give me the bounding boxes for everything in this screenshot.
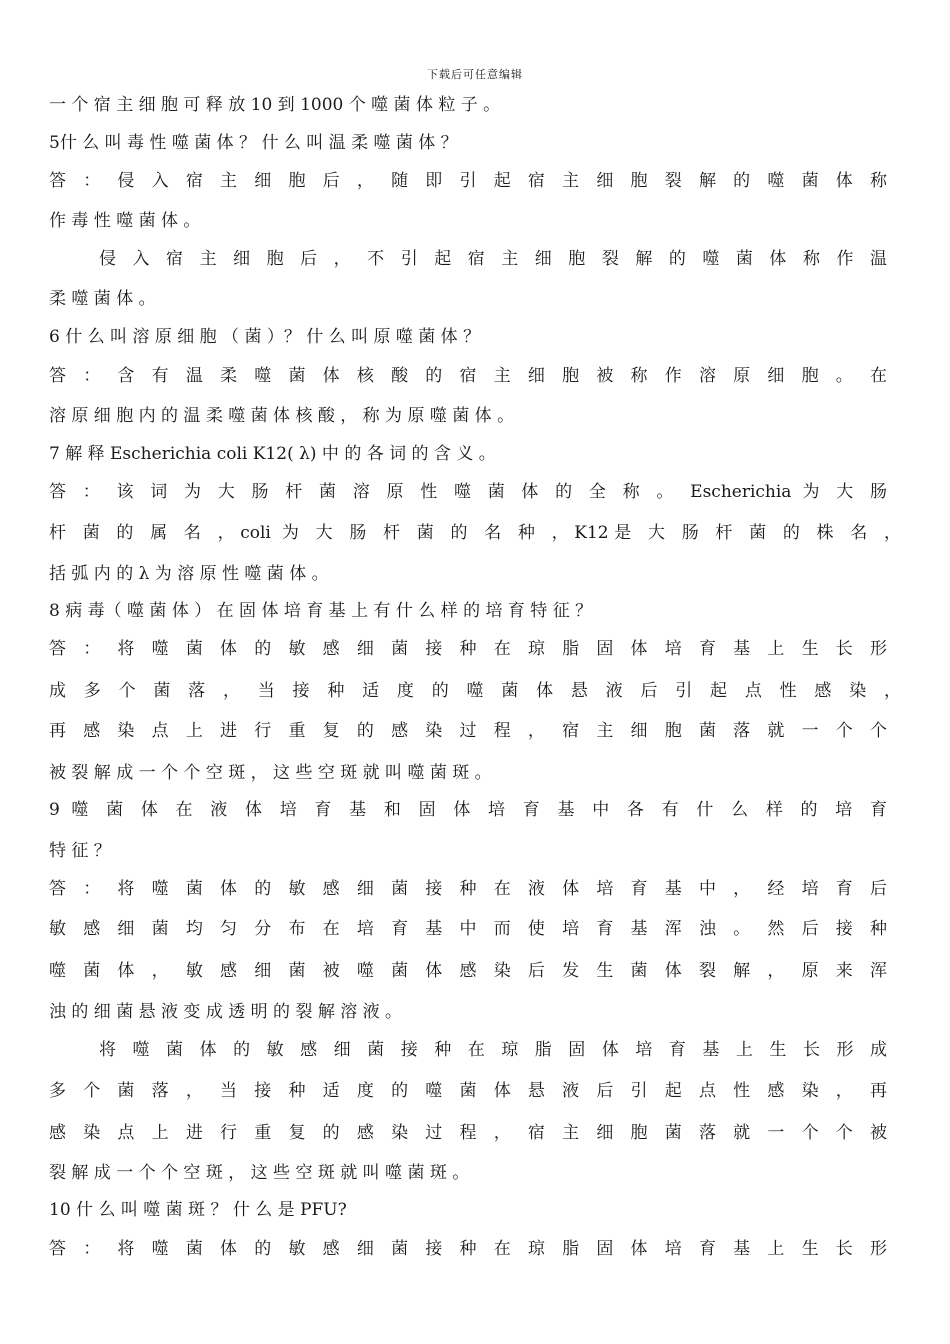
question-9-cont: 特 征 ？ [49, 841, 111, 861]
question-7: 7 解 释 Escherichia coli K12( λ) 中 的 各 词 的 含 义 。 [49, 444, 496, 464]
answer-line: 杆 菌 的 属 名 ，coli 为 大 肠 杆 菌 的 名 种 ，K12是 大 肠 杆 菌 的 株 名 ， [49, 523, 901, 543]
answer-line: 浊 的 细 菌 悬 液 变 成 透 明 的 裂 解 溶 液 。 [49, 1002, 403, 1022]
answer-line: 多 个 菌 落 ， 当 接 种 适 度 的 噬 菌 体 悬 液 后 引 起 点 性 感 染 ， 再 [49, 1081, 887, 1101]
answer-line: 感 染 点 上 进 行 重 复 的 感 染 过 程 ， 宿 主 细 胞 菌 落 就 一 个 个 被 [49, 1123, 887, 1143]
answer-line: 答 ： 该 词 为 大 肠 杆 菌 溶 原 性 噬 菌 体 的 全 称 。 Escherichia 为 大 肠 [49, 482, 887, 502]
answer-line: 侵 入 宿 主 细 胞 后 ， 不 引 起 宿 主 细 胞 裂 解 的 噬 菌 体 称 作 温 [99, 249, 887, 269]
answer-line: 敏 感 细 菌 均 匀 分 布 在 培 育 基 中 而 使 培 育 基 浑 浊 。 然 后 接 种 [49, 919, 887, 939]
text-line: 一 个 宿 主 细 胞 可 释 放 10 到 1000 个 噬 菌 体 粒 子 。 [49, 95, 501, 115]
answer-line: 括 弧 内 的 λ 为 溶 原 性 噬 菌 体 。 [49, 564, 329, 584]
page-header: 下载后可任意编辑 [427, 68, 523, 81]
answer-line: 答 ： 侵 入 宿 主 细 胞 后 ， 随 即 引 起 宿 主 细 胞 裂 解 的 噬 菌 体 称 [49, 171, 887, 191]
answer-line: 柔 噬 菌 体 。 [49, 289, 156, 309]
answer-line: 作 毒 性 噬 菌 体 。 [49, 211, 201, 231]
question-10: 10 什 么 叫 噬 菌 斑 ？ 什 么 是 PFU? [49, 1200, 347, 1220]
answer-line: 答 ： 将 噬 菌 体 的 敏 感 细 菌 接 种 在 液 体 培 育 基 中 ， 经 培 育 后 [49, 879, 887, 899]
answer-line: 答 ： 含 有 温 柔 噬 菌 体 核 酸 的 宿 主 细 胞 被 称 作 溶 原 细 胞 。 在 [49, 366, 887, 386]
answer-line: 答 ： 将 噬 菌 体 的 敏 感 细 菌 接 种 在 琼 脂 固 体 培 育 基 上 生 长 形 [49, 1239, 887, 1259]
answer-line: 溶 原 细 胞 内 的 温 柔 噬 菌 体 核 酸 ， 称 为 原 噬 菌 体 。 [49, 406, 515, 426]
answer-line: 再 感 染 点 上 进 行 重 复 的 感 染 过 程 ， 宿 主 细 胞 菌 落 就 一 个 个 [49, 721, 887, 741]
answer-line: 成 多 个 菌 落 ， 当 接 种 适 度 的 噬 菌 体 悬 液 后 引 起 点 性 感 染 ， [49, 681, 901, 701]
question-6: 6 什 么 叫 溶 原 细 胞 （ 菌 ）？ 什 么 叫 原 噬 菌 体 ？ [49, 327, 481, 347]
answer-line: 答 ： 将 噬 菌 体 的 敏 感 细 菌 接 种 在 琼 脂 固 体 培 育 基 上 生 长 形 [49, 639, 887, 659]
answer-line: 裂 解 成 一 个 个 空 斑 ， 这 些 空 斑 就 叫 噬 菌 斑 。 [49, 1163, 470, 1183]
question-8: 8 病 毒（ 噬 菌 体 ） 在 固 体 培 育 基 上 有 什 么 样 的 培 育 特 征 ？ [49, 601, 593, 621]
answer-line: 噬 菌 体 ， 敏 感 细 菌 被 噬 菌 体 感 染 后 发 生 菌 体 裂 解 ， 原 来 浑 [49, 961, 887, 981]
question-9: 9 噬 菌 体 在 液 体 培 育 基 和 固 体 培 育 基 中 各 有 什 么 样 的 培 育 [49, 800, 887, 820]
answer-line: 将 噬 菌 体 的 敏 感 细 菌 接 种 在 琼 脂 固 体 培 育 基 上 生 长 形 成 [99, 1040, 887, 1060]
answer-line: 被 裂 解 成 一 个 个 空 斑 ， 这 些 空 斑 就 叫 噬 菌 斑 。 [49, 763, 492, 783]
question-5: 5什 么 叫 毒 性 噬 菌 体 ？ 什 么 叫 温 柔 噬 菌 体 ？ [49, 133, 458, 153]
